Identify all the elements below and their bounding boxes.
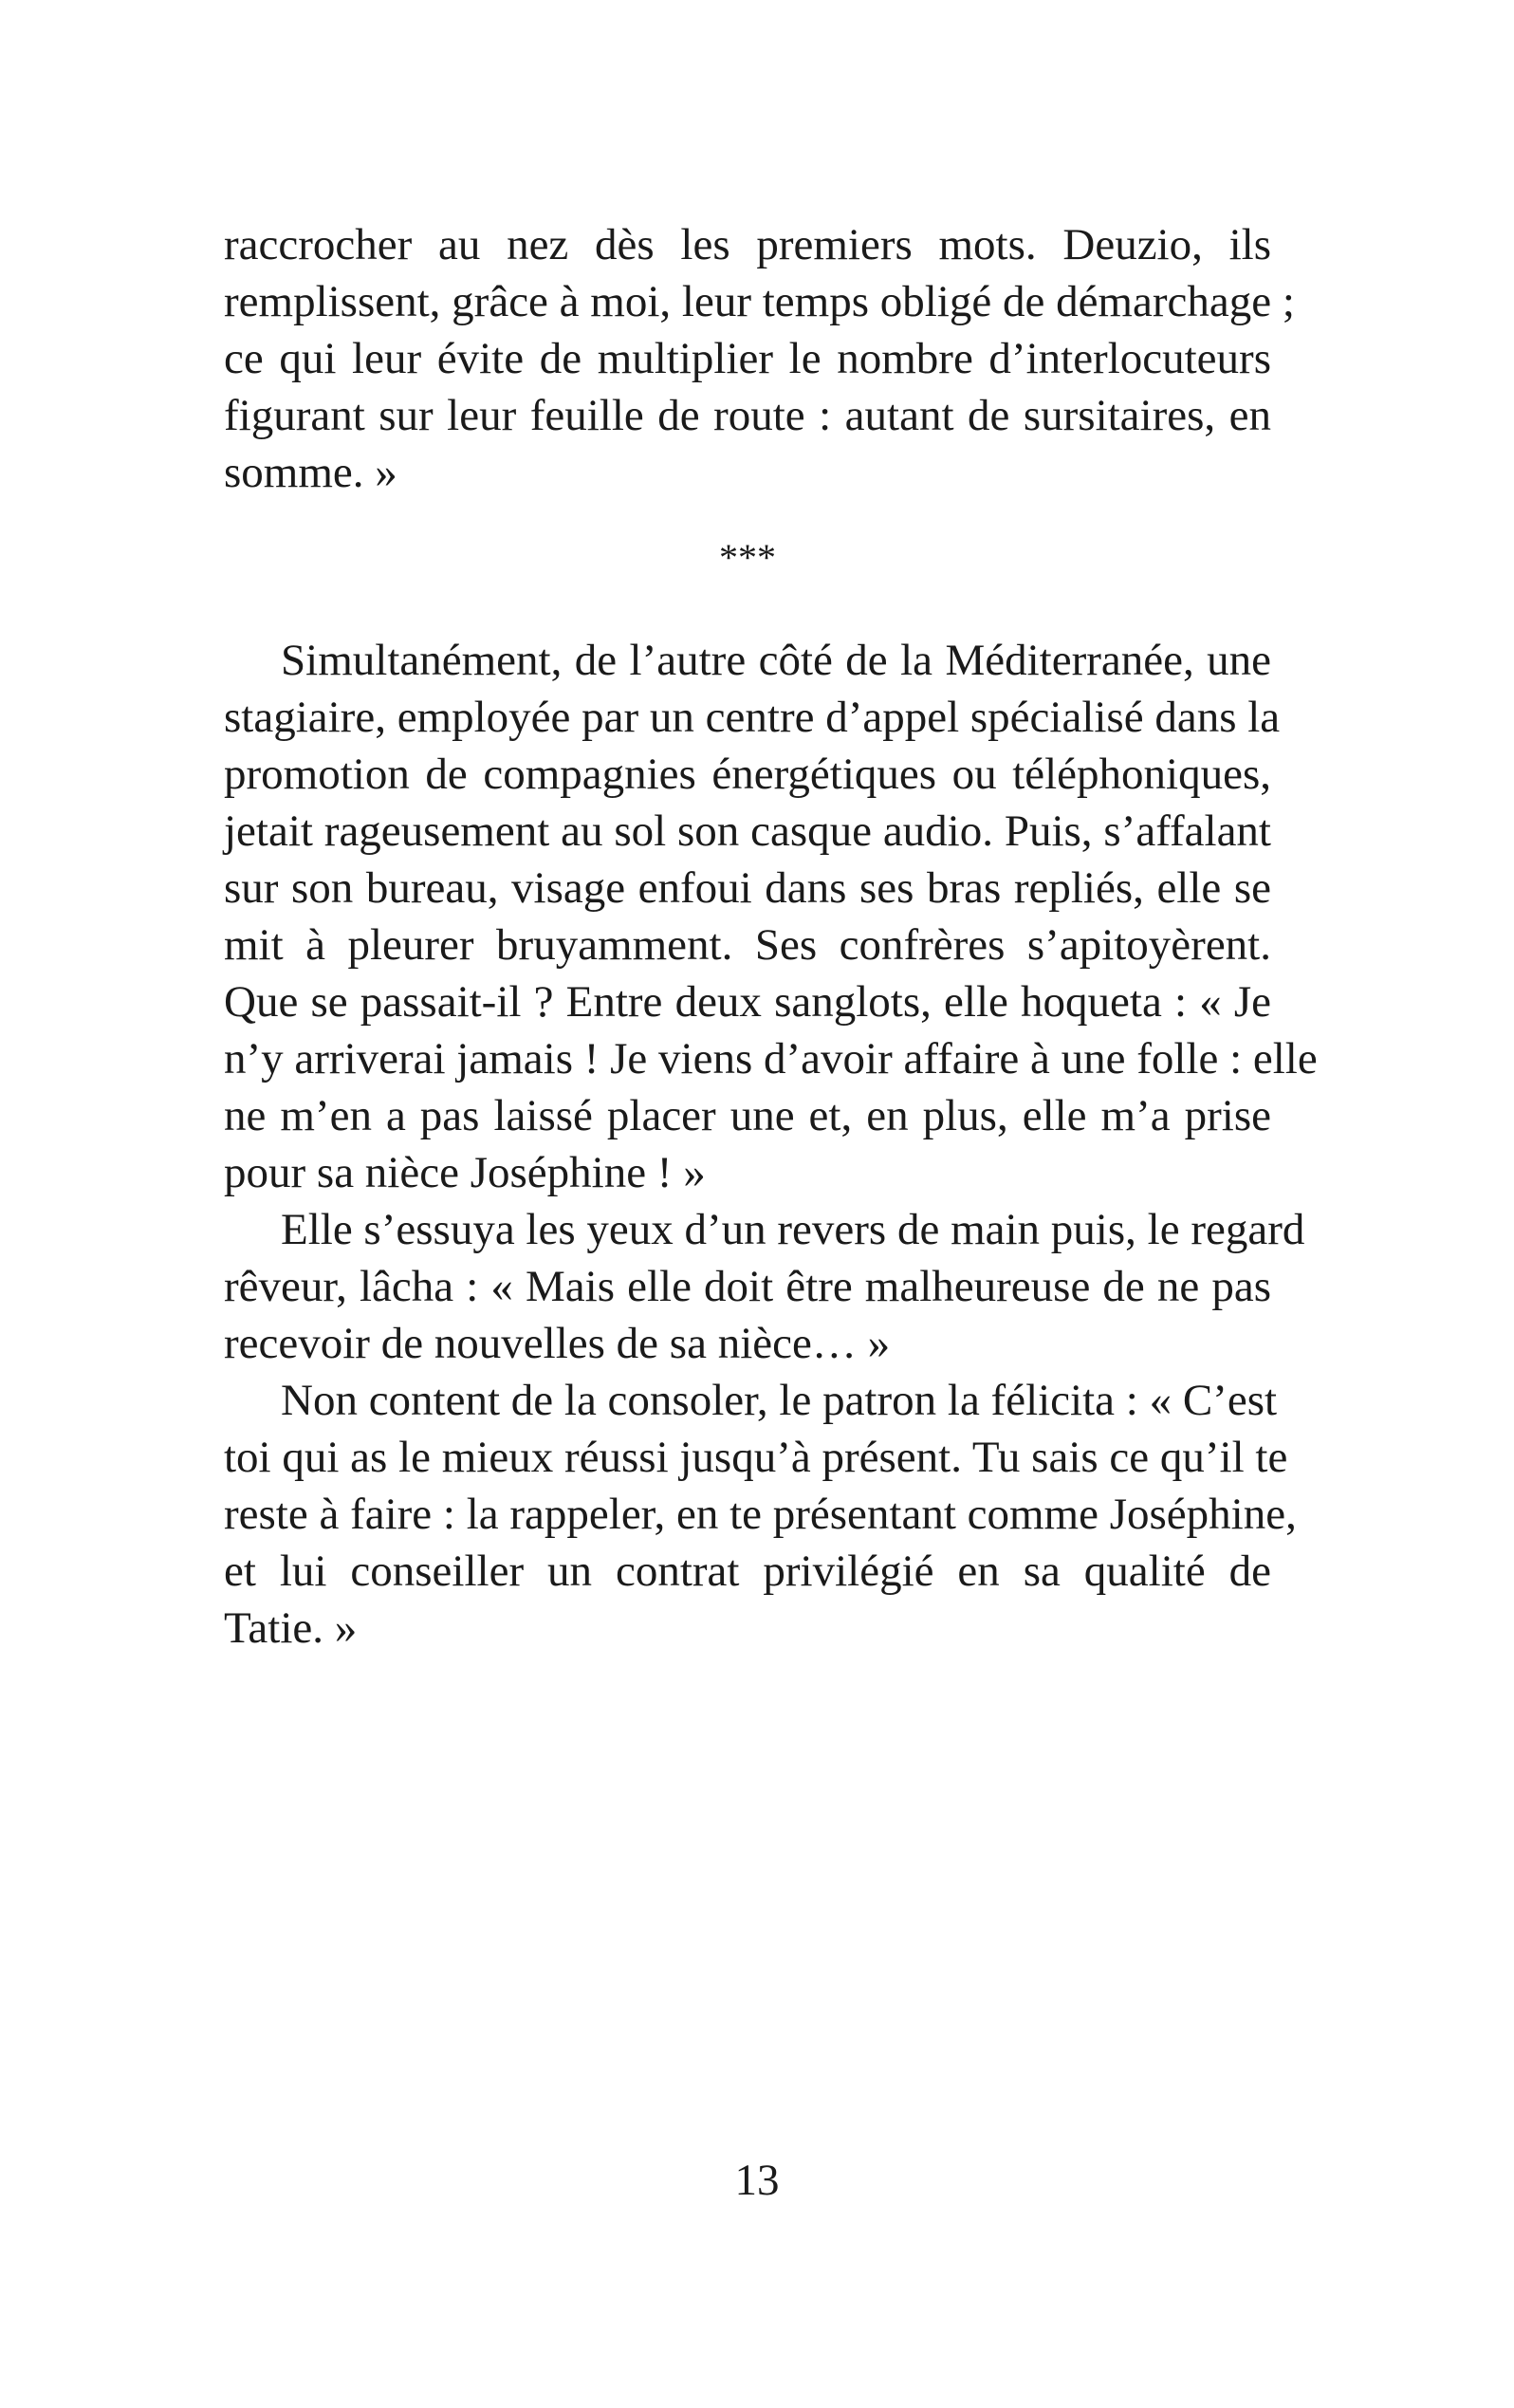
text-line: recevoir de nouvelles de sa nièce… » xyxy=(224,1319,891,1368)
text-line: rêveur, lâcha : « Mais elle doit être malheureuse de ne pas xyxy=(224,1262,1271,1311)
text-line: Non content de la consoler, le patron la félicita : « C’est xyxy=(281,1376,1278,1425)
section-separator: *** xyxy=(719,536,776,579)
paragraph-continuation xyxy=(224,216,1295,501)
text-line: n’y arriverai jamais ! Je viens d’avoir affaire à une folle : elle xyxy=(224,1034,1318,1084)
text-line: Elle s’essuya les yeux d’un revers de main puis, le regard xyxy=(281,1205,1305,1254)
text-line: remplissent, grâce à moi, leur temps obligé de démarchage ; xyxy=(224,277,1295,326)
text-line: ne m’en a pas laissé placer une et, en plus, elle m’a prise xyxy=(224,1091,1271,1140)
text-line: Simultanément, de l’autre côté de la Méditerranée, une xyxy=(281,636,1271,685)
paragraph xyxy=(224,632,1318,1201)
page-body xyxy=(224,216,1318,1657)
text-line: Tatie. » xyxy=(224,1603,358,1653)
text-line: somme. » xyxy=(224,448,397,497)
text-line: et lui conseiller un contrat privilégié en sa qualité de xyxy=(224,1547,1271,1596)
text-line: mit à pleurer bruyamment. Ses confrères s’apitoyèrent. xyxy=(224,920,1271,970)
text-line: stagiaire, employée par un centre d’appel spécialisé dans la xyxy=(224,693,1281,742)
text-line: jetait rageusement au sol son casque audio. Puis, s’affalant xyxy=(224,806,1271,856)
text-line: toi qui as le mieux réussi jusqu’à présent. Tu sais ce qu’il te xyxy=(224,1433,1288,1482)
text-line: promotion de compagnies énergétiques ou téléphoniques, xyxy=(224,750,1271,799)
text-line: raccrocher au nez dès les premiers mots. Deuzio, ils xyxy=(224,220,1271,269)
text-line: reste à faire : la rappeler, en te présentant comme Joséphine, xyxy=(224,1490,1297,1539)
text-line: figurant sur leur feuille de route : autant de sursitaires, en xyxy=(224,391,1271,440)
text-line: Que se passait-il ? Entre deux sanglots, elle hoqueta : « Je xyxy=(224,977,1271,1027)
page-number: 13 xyxy=(734,2156,780,2205)
paragraph xyxy=(224,1201,1305,1372)
text-line: sur son bureau, visage enfoui dans ses bras repliés, elle se xyxy=(224,863,1271,913)
paragraph xyxy=(224,1372,1297,1657)
text-line: ce qui leur évite de multiplier le nombre d’interlocuteurs xyxy=(224,334,1271,383)
text-line: pour sa nièce Joséphine ! » xyxy=(224,1148,706,1197)
